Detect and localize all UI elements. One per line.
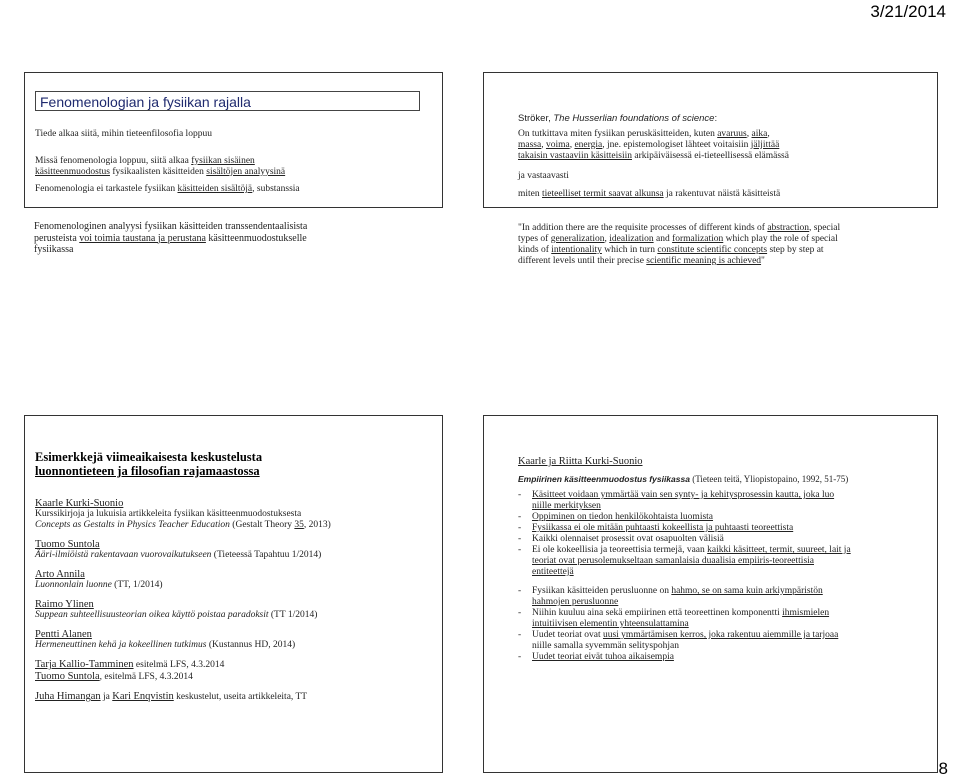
entry-name: Tuomo Suntola [35, 539, 100, 550]
entry-line: Tuomo Suntola, esitelmä LFS, 4.3.2014 [35, 671, 193, 682]
entry-name: Pentti Alanen [35, 629, 92, 640]
list-item: - Uudet teoriat eivät tuhoa aikaisempia [518, 652, 928, 663]
entry-desc: Luonnonlain luonne (TT, 1/2014) [35, 580, 163, 590]
slide-1-line-1: Tiede alkaa siitä, mihin tieteenfilosofia loppuu [35, 129, 212, 139]
slide-2-citation: Ströker, The Husserlian foundations of science: [518, 113, 718, 124]
slide-1-title: Fenomenologian ja fysiikan rajalla [35, 91, 420, 111]
entry-desc: Kurssikirjoja ja lukuisia artikkeleita fysiikan käsitteenmuodostuksesta [35, 509, 302, 519]
entry-line: Juha Himangan ja Kari Enqvistin keskustelut, useita artikkeleita, TT [35, 691, 308, 702]
slide-4-list-2 [518, 586, 928, 663]
slide-3 [24, 415, 443, 773]
header-date: 3/21/2014 [870, 2, 946, 21]
slide-1-line-3: Fenomenologia ei tarkastele fysiikan käsitteiden sisältöjä, substanssia [35, 184, 300, 194]
entry-name: Raimo Ylinen [35, 599, 94, 610]
list-item: - Oppiminen on tiedon henkilökohtaista luomista [518, 512, 928, 523]
list-item: - Niihin kuuluu aina sekä empiirinen että teoreettinen komponentti ihmismielen intuitiivisen elementin yhteensulattamina [518, 608, 928, 630]
slide-2 [483, 72, 938, 208]
slide-4-subtitle: Empiirinen käsitteenmuodostus fysiikassa (Tieteen teitä, Yliopistopaino, 1992, 51-75) [518, 474, 849, 484]
slide-3-entries [35, 498, 435, 703]
entry-desc: Concepts as Gestalts in Physics Teacher Education (Gestalt Theory 35, 2013) [35, 520, 331, 530]
entry-desc: Hermeneuttinen kehä ja kokeellinen tutkimus (Kustannus HD, 2014) [35, 640, 296, 650]
entry-name: Kaarle Kurki-Suonio [35, 498, 124, 509]
slide-2-paragraph-3: miten tieteelliset termit saavat alkunsa ja rakentuvat näistä käsitteistä [518, 189, 781, 199]
list-item: - Fysiikan käsitteiden perusluonne on hahmo, se on sama kuin arkiympäristön hahmojen perusluonne [518, 586, 928, 608]
slide-1-notes: Fenomenologinen analyysi fysiikan käsitteiden transsendentaalisista perusteista voi toimia taustana ja perustana käsitteenmuodostukselle fysiikassa [34, 221, 308, 255]
slide-1-line-2: Missä fenomenologia loppuu, siitä alkaa fysiikan sisäinen käsitteenmuodostus fysikaalisten käsitteiden sisältöjen analyysinä [35, 156, 286, 177]
page-number: 8 [938, 759, 948, 778]
slide-2-paragraph-1: On tutkittava miten fysiikan peruskäsitteiden, kuten avaruus, aika, massa, voima, energia, jne. epistemologiset lähteet voitaisiin jäljittää takaisin vastaaviin käsitteisiin arkipäiväisessä ei-tieteellisessä elämässä [518, 129, 789, 161]
slide-4-list-1 [518, 490, 928, 578]
entry-line: Tarja Kallio-Tamminen esitelmä LFS, 4.3.2014 [35, 659, 225, 670]
slide-2-notes: "In addition there are the requisite processes of different kinds of abstraction, special types of generalization, idealization and formalization which play the role of special kinds of intentionality which in turn constitute scientific concepts step by step at different levels until their precise scientific meaning is achieved" [518, 223, 841, 266]
entry-name: Arto Annila [35, 569, 85, 580]
list-item: - Kaikki olennaiset prosessit ovat osapuolten välisiä [518, 534, 928, 545]
slide-2-paragraph-2: ja vastaavasti [518, 171, 569, 181]
list-item: - Ei ole kokeellisia ja teoreettisia termejä, vaan kaikki käsitteet, termit, suureet, lait ja teoriat ovat perusolemukseltaan samanlaisia duaalisia empiiris-teoreettisia entiteettejä [518, 545, 928, 578]
slide-1 [24, 72, 443, 208]
slide-3-title: Esimerkkejä viimeaikaisesta keskustelusta luonnontieteen ja filosofian rajamaastossa [35, 450, 263, 478]
list-item: - Käsitteet voidaan ymmärtää vain sen synty- ja kehitysprosessin kautta, joka luo niille merkityksen [518, 490, 928, 512]
slide-4 [483, 415, 938, 773]
entry-desc: Suppean suhteellisuusteorian oikea käyttö poistaa paradoksit (TT 1/2014) [35, 610, 318, 620]
slide-4-title: Kaarle ja Riitta Kurki-Suonio [518, 456, 643, 467]
list-item: - Fysiikassa ei ole mitään puhtaasti kokeellista ja puhtaasti teoreettista [518, 523, 928, 534]
entry-desc: Ääri-ilmiöistä rakentavaan vuorovaikutukseen (Tieteessä Tapahtuu 1/2014) [35, 550, 322, 560]
list-item: - Uudet teoriat ovat uusi ymmärtämisen kerros, joka rakentuu aiemmille ja tarjoaa niille samalla syvemmän selityspohjan [518, 630, 928, 652]
